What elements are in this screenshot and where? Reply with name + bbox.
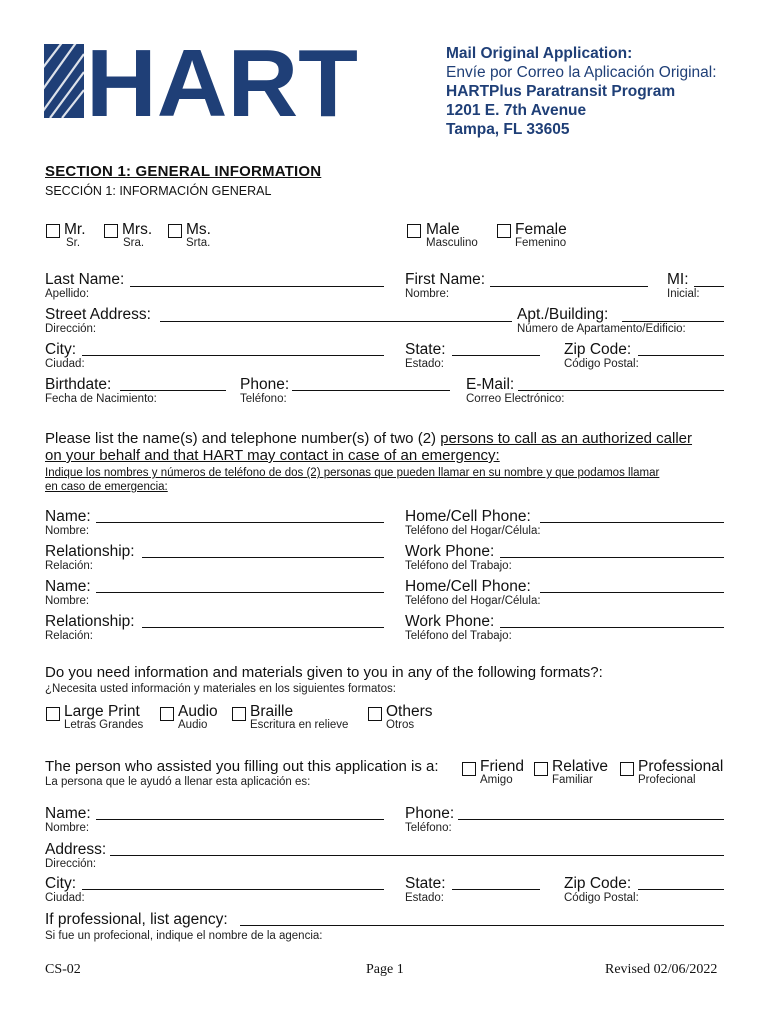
- street-input[interactable]: [160, 321, 512, 322]
- last-name-input[interactable]: [130, 286, 384, 287]
- professional-sub: Profecional: [638, 774, 696, 786]
- ms-label: Ms.: [186, 221, 211, 238]
- friend-checkbox[interactable]: [462, 762, 476, 776]
- contact1-home-label: Home/Cell Phone:: [405, 508, 531, 525]
- assist-zip-sub: Código Postal:: [564, 892, 639, 904]
- apt-input[interactable]: [622, 321, 724, 322]
- section-title: SECTION 1: GENERAL INFORMATION: [45, 163, 322, 180]
- apt-label: Apt./Building:: [517, 306, 609, 323]
- zip-input[interactable]: [638, 355, 724, 356]
- state-label: State:: [405, 341, 446, 358]
- assist-state-input[interactable]: [452, 889, 540, 890]
- braille-sub: Escritura en relieve: [250, 719, 349, 731]
- male-checkbox[interactable]: [407, 224, 421, 238]
- assist-name-label: Name:: [45, 805, 91, 822]
- mailing-address-block: [446, 44, 746, 139]
- assist-phone-label: Phone:: [405, 805, 455, 822]
- assist-city-input[interactable]: [82, 889, 384, 890]
- street-sub: Dirección:: [45, 323, 97, 335]
- contact1-work-input[interactable]: [500, 557, 724, 558]
- mail-program: HARTPlus Paratransit Program: [446, 83, 676, 100]
- birthdate-input[interactable]: [120, 390, 226, 391]
- agency-label: If professional, list agency:: [45, 911, 228, 928]
- relative-sub: Familiar: [552, 774, 593, 786]
- email-input[interactable]: [518, 390, 724, 391]
- contact2-work-input[interactable]: [500, 627, 724, 628]
- formats-question-es: ¿Necesita usted información y materiales en los siguientes formatos:: [45, 683, 396, 695]
- contact2-home-label: Home/Cell Phone:: [405, 578, 531, 595]
- contact2-work-sub: Teléfono del Trabajo:: [405, 630, 512, 642]
- contacts-intro-1a: Please list the name(s) and telephone number(s) of two (2): [45, 430, 441, 447]
- phone-sub: Teléfono:: [240, 393, 287, 405]
- mail-street: 1201 E. 7th Avenue: [446, 102, 587, 119]
- contact1-work-sub: Teléfono del Trabajo:: [405, 560, 512, 572]
- mr-sub: Sr.: [66, 237, 81, 249]
- mi-sub: Inicial:: [667, 288, 700, 300]
- contact1-home-input[interactable]: [540, 522, 724, 523]
- female-sub: Femenino: [515, 237, 567, 249]
- state-input[interactable]: [452, 355, 540, 356]
- state-sub: Estado:: [405, 358, 444, 370]
- assist-zip-input[interactable]: [638, 889, 724, 890]
- contact1-name-sub: Nombre:: [45, 525, 90, 537]
- phone-label: Phone:: [240, 376, 290, 393]
- contact2-name-sub: Nombre:: [45, 595, 90, 607]
- mail-title-es: Envíe por Correo la Aplicación Original:: [446, 64, 717, 81]
- assist-state-sub: Estado:: [405, 892, 444, 904]
- contact2-name-label: Name:: [45, 578, 91, 595]
- others-checkbox[interactable]: [368, 707, 382, 721]
- female-label: Female: [515, 221, 567, 238]
- audio-label: Audio: [178, 703, 218, 720]
- first-name-input[interactable]: [490, 286, 648, 287]
- mi-label: MI:: [667, 271, 689, 288]
- ms-sub: Srta.: [186, 237, 211, 249]
- assist-zip-label: Zip Code:: [564, 875, 632, 892]
- mrs-label: Mrs.: [122, 221, 153, 238]
- assist-address-label: Address:: [45, 841, 107, 858]
- friend-label: Friend: [480, 758, 524, 775]
- contact1-relationship-label: Relationship:: [45, 543, 135, 560]
- assist-name-sub: Nombre:: [45, 822, 90, 834]
- mi-input[interactable]: [694, 286, 724, 287]
- contact2-relationship-input[interactable]: [142, 627, 384, 628]
- braille-label: Braille: [250, 703, 294, 720]
- city-sub: Ciudad:: [45, 358, 85, 370]
- last-name-sub: Apellido:: [45, 288, 90, 300]
- contact2-relationship-sub: Relación:: [45, 630, 93, 642]
- male-sub: Masculino: [426, 237, 478, 249]
- logo-text: HART: [86, 44, 358, 118]
- assist-phone-sub: Teléfono:: [405, 822, 452, 834]
- contacts-intro-1b: persons to call as an authorized caller: [440, 430, 693, 447]
- revised-date: Revised 02/06/2022: [605, 962, 718, 977]
- relative-label: Relative: [552, 758, 608, 775]
- contact2-home-input[interactable]: [540, 592, 724, 593]
- professional-checkbox[interactable]: [620, 762, 634, 776]
- large-print-sub: Letras Grandes: [64, 719, 144, 731]
- male-label: Male: [426, 221, 460, 238]
- contact1-home-sub: Teléfono del Hogar/Célula:: [405, 525, 541, 537]
- birthdate-label: Birthdate:: [45, 376, 112, 393]
- mr-checkbox[interactable]: [46, 224, 60, 238]
- mail-city: Tampa, FL 33605: [446, 121, 570, 138]
- ms-checkbox[interactable]: [168, 224, 182, 238]
- braille-checkbox[interactable]: [232, 707, 246, 721]
- professional-label: Professional: [638, 758, 724, 775]
- assist-address-input[interactable]: [110, 855, 724, 856]
- section-title-es: SECCIÓN 1: INFORMACIÓN GENERAL: [45, 184, 272, 198]
- apt-sub: Número de Apartamento/Edificio:: [517, 323, 686, 335]
- phone-input[interactable]: [292, 390, 450, 391]
- relative-checkbox[interactable]: [534, 762, 548, 776]
- large-print-label: Large Print: [64, 703, 140, 720]
- city-label: City:: [45, 341, 76, 358]
- hart-logo: [44, 44, 360, 118]
- assist-name-input[interactable]: [96, 819, 384, 820]
- page-number: Page 1: [366, 962, 404, 977]
- audio-checkbox[interactable]: [160, 707, 174, 721]
- agency-input[interactable]: [240, 925, 724, 926]
- assist-state-label: State:: [405, 875, 446, 892]
- assist-question: The person who assisted you filling out this application is a:: [45, 758, 439, 775]
- birthdate-sub: Fecha de Nacimiento:: [45, 393, 157, 405]
- contacts-intro-es-1: Indique los nombres y números de teléfono de dos (2) personas que pueden llamar en su nombre y que podamos llamar: [45, 467, 660, 479]
- zip-label: Zip Code:: [564, 341, 632, 358]
- mrs-checkbox[interactable]: [104, 224, 118, 238]
- section-1-header: [45, 163, 321, 198]
- assist-address-sub: Dirección:: [45, 858, 97, 870]
- assist-city-sub: Ciudad:: [45, 892, 85, 904]
- first-name-label: First Name:: [405, 271, 486, 288]
- contact2-relationship-label: Relationship:: [45, 613, 135, 630]
- street-label: Street Address:: [45, 306, 151, 323]
- agency-sub: Si fue un profecional, indique el nombre de la agencia:: [45, 930, 323, 942]
- others-label: Others: [386, 703, 433, 720]
- contact1-name-label: Name:: [45, 508, 91, 525]
- contacts-intro-2: on your behalf and that HART may contact in case of an emergency:: [45, 447, 500, 464]
- contacts-intro: [45, 430, 735, 464]
- assist-question-es: La persona que le ayudó a llenar esta aplicación es:: [45, 776, 311, 788]
- contact1-name-input[interactable]: [96, 522, 384, 523]
- mr-label: Mr.: [64, 221, 86, 238]
- assist-phone-input[interactable]: [458, 819, 724, 820]
- mrs-sub: Sra.: [123, 237, 145, 249]
- contact1-work-label: Work Phone:: [405, 543, 495, 560]
- contact2-home-sub: Teléfono del Hogar/Célula:: [405, 595, 541, 607]
- first-name-sub: Nombre:: [405, 288, 450, 300]
- large-print-checkbox[interactable]: [46, 707, 60, 721]
- last-name-label: Last Name:: [45, 271, 125, 288]
- friend-sub: Amigo: [480, 774, 513, 786]
- female-checkbox[interactable]: [497, 224, 511, 238]
- audio-sub: Audio: [178, 719, 208, 731]
- contact2-name-input[interactable]: [96, 592, 384, 593]
- formats-question: Do you need information and materials given to you in any of the following formats?:: [45, 664, 603, 681]
- contact1-relationship-sub: Relación:: [45, 560, 93, 572]
- email-sub: Correo Electrónico:: [466, 393, 565, 405]
- city-input[interactable]: [82, 355, 384, 356]
- email-label: E-Mail:: [466, 376, 515, 393]
- mail-title: Mail Original Application:: [446, 45, 633, 62]
- others-sub: Otros: [386, 719, 415, 731]
- contacts-intro-es-2: en caso de emergencia:: [45, 481, 168, 493]
- assist-city-label: City:: [45, 875, 76, 892]
- contact1-relationship-input[interactable]: [142, 557, 384, 558]
- form-id: CS-02: [45, 962, 81, 977]
- contacts-intro-es: [45, 466, 735, 494]
- zip-sub: Código Postal:: [564, 358, 639, 370]
- contact2-work-label: Work Phone:: [405, 613, 495, 630]
